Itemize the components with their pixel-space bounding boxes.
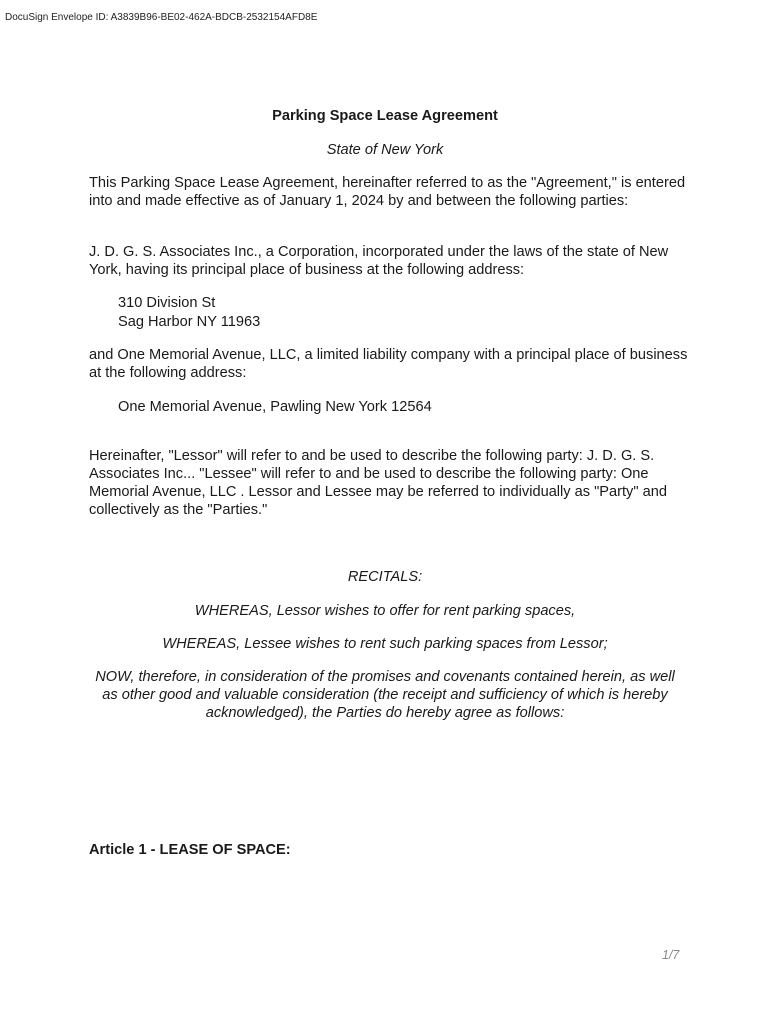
lessor-address-line2: Sag Harbor NY 11963 [118, 314, 261, 330]
whereas-clause-1: WHEREAS, Lessor wishes to offer for rent parking spaces, [194, 603, 576, 619]
article-1-heading: Article 1 - LEASE OF SPACE: [89, 842, 291, 858]
definitions-paragraph: Hereinafter, "Lessor" will refer to and be used to describe the following party: J. D. G. S. Associates Inc... "Lessee" will refer to and be used to describe the following party: One Memorial Avenue, LLC . Lessor and Lessee may be referred to individually as "Party" and collectively as the "Parties." [89, 448, 667, 518]
lessor-address-line1: 310 Division St [118, 295, 216, 311]
page-number: 1/7 [662, 948, 680, 962]
jurisdiction: State of New York [326, 142, 444, 158]
recitals-heading: RECITALS: [347, 569, 423, 585]
now-therefore-clause: NOW, therefore, in consideration of the promises and covenants contained herein, as well as other good and valuable consideration (the receipt and sufficiency of which is hereby acknowledged), the Parties do hereby agree as follows: [95, 669, 675, 721]
lessee-paragraph: and One Memorial Avenue, LLC, a limited liability company with a principal place of business at the following address: [89, 347, 688, 381]
whereas-clause-2: WHEREAS, Lessee wishes to rent such parking spaces from Lessor; [162, 636, 608, 652]
lessee-address: One Memorial Avenue, Pawling New York 12564 [118, 399, 432, 415]
intro-paragraph: This Parking Space Lease Agreement, hereinafter referred to as the "Agreement," is entered into and made effective as of January 1, 2024 by and between the following parties: [89, 175, 686, 209]
envelope-id: DocuSign Envelope ID: A3839B96-BE02-462A-BDCB-2532154AFD8E [5, 12, 318, 23]
document-title: Parking Space Lease Agreement [272, 108, 498, 124]
lessor-paragraph: J. D. G. S. Associates Inc., a Corporation, incorporated under the laws of the state of New York, having its principal place of business at the following address: [89, 244, 669, 278]
